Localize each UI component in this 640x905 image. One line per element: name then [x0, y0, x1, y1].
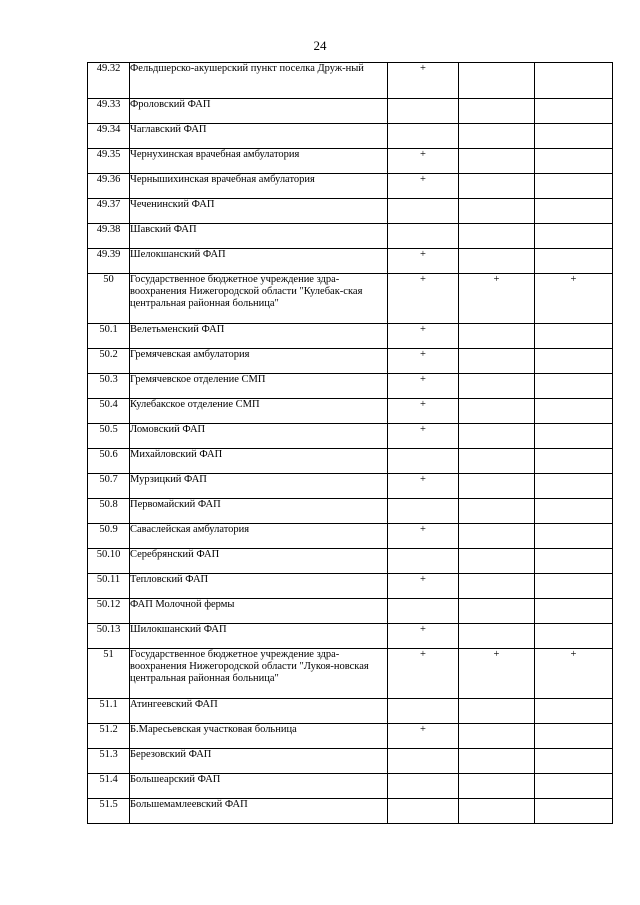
mark-cell-1 — [388, 99, 459, 124]
mark-cell-2 — [459, 124, 535, 149]
row-number-cell: 51.4 — [88, 774, 130, 799]
mark-cell-2 — [459, 324, 535, 349]
row-number-cell: 50.1 — [88, 324, 130, 349]
facility-name-cell: Атингеевский ФАП — [130, 699, 388, 724]
mark-cell-3 — [535, 624, 613, 649]
row-number-cell: 50.6 — [88, 449, 130, 474]
mark-cell-3 — [535, 399, 613, 424]
facility-name-cell: Государственное бюджетное учреждение здра-воохранения Нижегородской области "Лукоя-новская центральная районная больница" — [130, 649, 388, 699]
mark-cell-2 — [459, 63, 535, 99]
mark-cell-2 — [459, 499, 535, 524]
mark-cell-1 — [388, 224, 459, 249]
mark-cell-2 — [459, 224, 535, 249]
mark-cell-1 — [388, 124, 459, 149]
mark-cell-3 — [535, 499, 613, 524]
mark-cell-1: + — [388, 724, 459, 749]
table-row — [88, 124, 613, 149]
row-number-cell: 49.32 — [88, 63, 130, 99]
mark-cell-3 — [535, 174, 613, 199]
table-row — [88, 399, 613, 424]
table-row — [88, 424, 613, 449]
facility-name-cell: Шелокшанский ФАП — [130, 249, 388, 274]
mark-cell-3: + — [535, 274, 613, 324]
table-row — [88, 724, 613, 749]
mark-cell-1 — [388, 199, 459, 224]
facility-name-cell: Чаглавский ФАП — [130, 124, 388, 149]
table-row — [88, 199, 613, 224]
facility-name-cell: Государственное бюджетное учреждение здра-воохранения Нижегородской области "Кулебак-ская центральная районная больница" — [130, 274, 388, 324]
mark-cell-1: + — [388, 649, 459, 699]
mark-cell-2 — [459, 174, 535, 199]
mark-cell-2 — [459, 749, 535, 774]
mark-cell-1: + — [388, 174, 459, 199]
facility-name-cell: Первомайский ФАП — [130, 499, 388, 524]
facility-name-cell: Михайловский ФАП — [130, 449, 388, 474]
row-number-cell: 50.10 — [88, 549, 130, 574]
mark-cell-1: + — [388, 399, 459, 424]
mark-cell-2 — [459, 199, 535, 224]
facility-name-cell: Большемамлеевский ФАП — [130, 799, 388, 824]
row-number-cell: 50.3 — [88, 374, 130, 399]
mark-cell-1 — [388, 449, 459, 474]
mark-cell-2 — [459, 624, 535, 649]
medical-facilities-table — [87, 62, 613, 824]
table-row — [88, 699, 613, 724]
facility-name-cell: Фроловский ФАП — [130, 99, 388, 124]
table-row — [88, 599, 613, 624]
facility-name-cell: Мурзицкий ФАП — [130, 474, 388, 499]
facility-name-cell: Кулебакское отделение СМП — [130, 399, 388, 424]
facility-name-cell: Гремячевское отделение СМП — [130, 374, 388, 399]
facility-name-cell: Чеченинский ФАП — [130, 199, 388, 224]
mark-cell-3 — [535, 799, 613, 824]
row-number-cell: 50.9 — [88, 524, 130, 549]
mark-cell-3 — [535, 324, 613, 349]
mark-cell-3 — [535, 349, 613, 374]
row-number-cell: 51.5 — [88, 799, 130, 824]
facility-name-cell: Чернухинская врачебная амбулатория — [130, 149, 388, 174]
table-row — [88, 63, 613, 99]
mark-cell-3 — [535, 224, 613, 249]
facility-name-cell: Большеарский ФАП — [130, 774, 388, 799]
row-number-cell: 49.39 — [88, 249, 130, 274]
table-row — [88, 799, 613, 824]
mark-cell-3 — [535, 724, 613, 749]
table-row — [88, 249, 613, 274]
mark-cell-1: + — [388, 63, 459, 99]
mark-cell-3 — [535, 249, 613, 274]
mark-cell-1: + — [388, 374, 459, 399]
mark-cell-2 — [459, 374, 535, 399]
mark-cell-3 — [535, 63, 613, 99]
mark-cell-1: + — [388, 624, 459, 649]
page-number: 24 — [313, 38, 327, 53]
mark-cell-1: + — [388, 324, 459, 349]
table-row — [88, 499, 613, 524]
mark-cell-3 — [535, 124, 613, 149]
row-number-cell: 49.33 — [88, 99, 130, 124]
mark-cell-1: + — [388, 349, 459, 374]
facility-name-cell: Гремячевская амбулатория — [130, 349, 388, 374]
table-row — [88, 349, 613, 374]
mark-cell-2 — [459, 149, 535, 174]
row-number-cell: 50.13 — [88, 624, 130, 649]
mark-cell-3 — [535, 524, 613, 549]
mark-cell-1: + — [388, 249, 459, 274]
mark-cell-1 — [388, 799, 459, 824]
facility-name-cell: Шавский ФАП — [130, 224, 388, 249]
mark-cell-2 — [459, 249, 535, 274]
mark-cell-1: + — [388, 424, 459, 449]
mark-cell-3 — [535, 599, 613, 624]
row-number-cell: 51.1 — [88, 699, 130, 724]
table-row — [88, 549, 613, 574]
mark-cell-3 — [535, 749, 613, 774]
table-row — [88, 749, 613, 774]
mark-cell-2: + — [459, 649, 535, 699]
table-row — [88, 524, 613, 549]
table-row — [88, 649, 613, 699]
table-body — [88, 63, 613, 824]
table-row — [88, 274, 613, 324]
row-number-cell: 51 — [88, 649, 130, 699]
table-row — [88, 574, 613, 599]
mark-cell-1: + — [388, 149, 459, 174]
facility-name-cell: Саваслейская амбулатория — [130, 524, 388, 549]
mark-cell-3 — [535, 149, 613, 174]
mark-cell-1 — [388, 499, 459, 524]
row-number-cell: 50.8 — [88, 499, 130, 524]
mark-cell-1: + — [388, 524, 459, 549]
row-number-cell: 49.36 — [88, 174, 130, 199]
facility-name-cell: ФАП Молочной фермы — [130, 599, 388, 624]
facility-name-cell: Тепловский ФАП — [130, 574, 388, 599]
table-row — [88, 99, 613, 124]
mark-cell-2 — [459, 699, 535, 724]
mark-cell-3 — [535, 199, 613, 224]
mark-cell-2 — [459, 549, 535, 574]
facility-name-cell: Чернышихинская врачебная амбулатория — [130, 174, 388, 199]
row-number-cell: 50 — [88, 274, 130, 324]
mark-cell-3 — [535, 774, 613, 799]
mark-cell-1 — [388, 749, 459, 774]
table-row — [88, 374, 613, 399]
row-number-cell: 51.3 — [88, 749, 130, 774]
table-row — [88, 174, 613, 199]
table-row — [88, 449, 613, 474]
mark-cell-2 — [459, 774, 535, 799]
mark-cell-1: + — [388, 474, 459, 499]
mark-cell-3 — [535, 574, 613, 599]
row-number-cell: 51.2 — [88, 724, 130, 749]
row-number-cell: 49.35 — [88, 149, 130, 174]
row-number-cell: 50.12 — [88, 599, 130, 624]
mark-cell-2 — [459, 474, 535, 499]
facility-name-cell: Серебрянский ФАП — [130, 549, 388, 574]
mark-cell-3 — [535, 699, 613, 724]
table-row — [88, 474, 613, 499]
mark-cell-2 — [459, 599, 535, 624]
table-row — [88, 624, 613, 649]
table-row — [88, 224, 613, 249]
mark-cell-3 — [535, 474, 613, 499]
row-number-cell: 49.34 — [88, 124, 130, 149]
mark-cell-2 — [459, 524, 535, 549]
mark-cell-3 — [535, 424, 613, 449]
mark-cell-3 — [535, 99, 613, 124]
mark-cell-2 — [459, 99, 535, 124]
mark-cell-2 — [459, 449, 535, 474]
mark-cell-1 — [388, 699, 459, 724]
facility-name-cell: Фельдшерско-акушерский пункт поселка Друж-ный — [130, 63, 388, 99]
mark-cell-2 — [459, 799, 535, 824]
table-row — [88, 149, 613, 174]
facility-name-cell: Ломовский ФАП — [130, 424, 388, 449]
mark-cell-2 — [459, 399, 535, 424]
mark-cell-3: + — [535, 649, 613, 699]
facility-name-cell: Велетьменский ФАП — [130, 324, 388, 349]
mark-cell-1 — [388, 599, 459, 624]
mark-cell-2 — [459, 349, 535, 374]
mark-cell-2: + — [459, 274, 535, 324]
row-number-cell: 49.38 — [88, 224, 130, 249]
facility-name-cell: Б.Маресьевская участковая больница — [130, 724, 388, 749]
facility-name-cell: Шилокшанский ФАП — [130, 624, 388, 649]
row-number-cell: 50.11 — [88, 574, 130, 599]
mark-cell-2 — [459, 724, 535, 749]
table-row — [88, 324, 613, 349]
facility-name-cell: Березовский ФАП — [130, 749, 388, 774]
mark-cell-1 — [388, 549, 459, 574]
mark-cell-2 — [459, 574, 535, 599]
table-row — [88, 774, 613, 799]
row-number-cell: 50.5 — [88, 424, 130, 449]
row-number-cell: 50.4 — [88, 399, 130, 424]
mark-cell-3 — [535, 549, 613, 574]
row-number-cell: 50.7 — [88, 474, 130, 499]
row-number-cell: 49.37 — [88, 199, 130, 224]
mark-cell-3 — [535, 449, 613, 474]
mark-cell-1: + — [388, 574, 459, 599]
mark-cell-2 — [459, 424, 535, 449]
mark-cell-3 — [535, 374, 613, 399]
mark-cell-1 — [388, 774, 459, 799]
row-number-cell: 50.2 — [88, 349, 130, 374]
mark-cell-1: + — [388, 274, 459, 324]
